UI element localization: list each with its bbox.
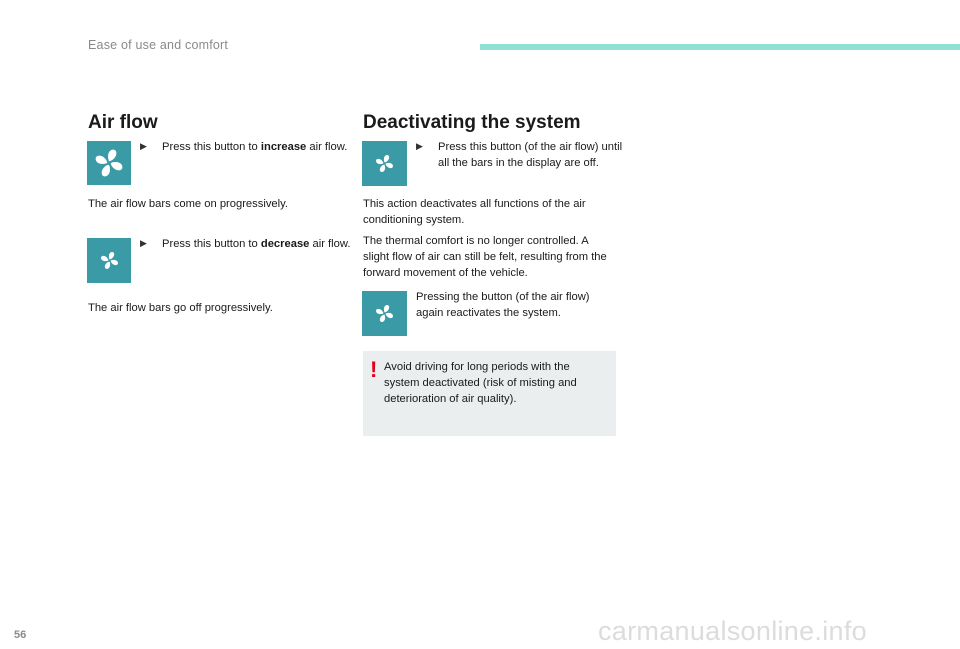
header-bar xyxy=(480,44,960,50)
air-flow-off-button xyxy=(362,141,407,186)
air-flow-heading: Air flow xyxy=(88,112,158,133)
reactivate-note: Pressing the button (of the air flow) again reactivates the system. xyxy=(416,291,590,319)
watermark: carmanualsonline.info xyxy=(598,616,867,646)
page-number: 56 xyxy=(14,629,27,641)
decrease-air-flow-button xyxy=(87,238,131,283)
bullet-arrow-icon: ▶ xyxy=(140,239,147,249)
increase-note: The air flow bars come on progressively. xyxy=(88,198,289,210)
deactivating-heading: Deactivating the system xyxy=(363,112,581,133)
fan-icon xyxy=(375,304,394,323)
decrease-note: The air flow bars go off progressively. xyxy=(88,302,273,314)
warning-text: Avoid driving for long periods with the system deactivated (risk of misting and deterioration of air quality). xyxy=(384,361,577,405)
deactivate-note: This action deactivates all functions of the air conditioning system. xyxy=(363,198,586,226)
thermal-comfort-note: The thermal comfort is no longer controlled. A slight flow of air can still be felt, resulting from the forward movement of the vehicle. xyxy=(363,235,607,279)
reactivate-button xyxy=(362,291,407,336)
fan-icon xyxy=(94,148,124,178)
chapter-title: Ease of use and comfort xyxy=(88,38,229,52)
bullet-arrow-icon: ▶ xyxy=(140,142,147,152)
warning-icon: ! xyxy=(370,357,378,382)
decrease-instruction: ▶ Press this button to decrease air flow. xyxy=(140,238,351,250)
fan-icon xyxy=(375,154,394,173)
deactivate-instruction: ▶ Press this button (of the air flow) until all the bars in the display are off. xyxy=(416,141,623,169)
increase-instruction: ▶ Press this button to increase air flow. xyxy=(140,141,348,153)
fan-icon xyxy=(100,251,119,270)
warning-box xyxy=(363,351,616,436)
bullet-arrow-icon: ▶ xyxy=(416,142,423,152)
increase-air-flow-button xyxy=(87,141,131,185)
